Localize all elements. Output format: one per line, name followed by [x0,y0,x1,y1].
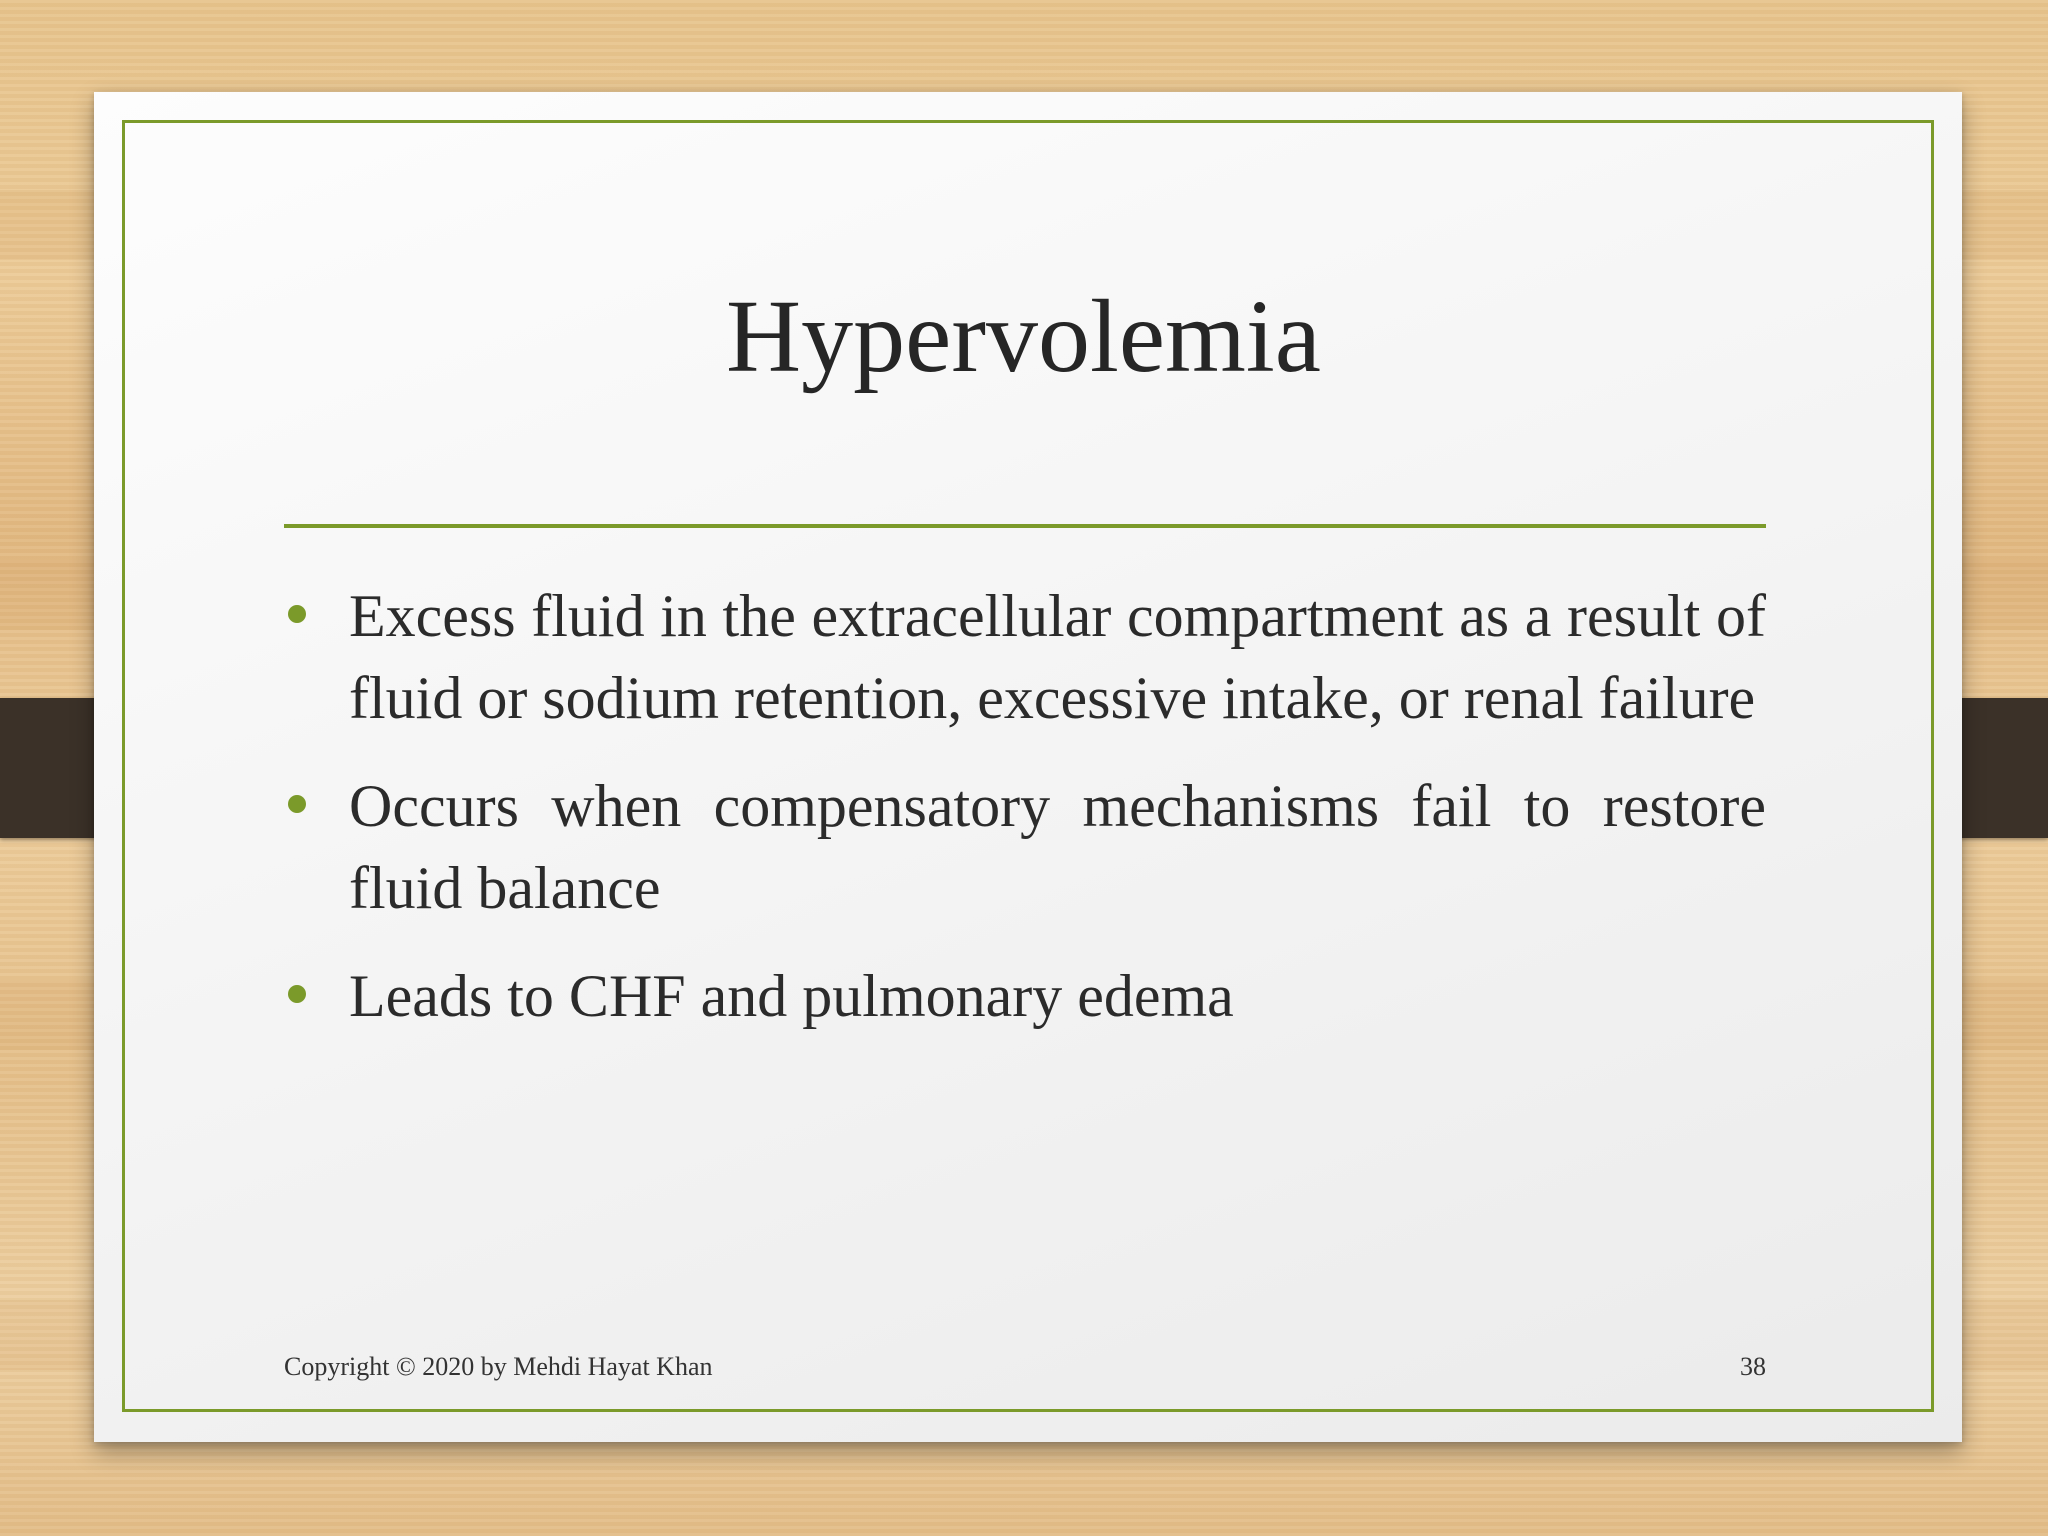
bullet-text: Occurs when compensatory mechanisms fail to restore fluid balance [349,773,1766,921]
bullet-dot-icon [288,985,306,1003]
page-number: 38 [1740,1352,1766,1381]
slide-title: Hypervolemia [726,279,1321,394]
bullet-list [284,575,1766,1063]
bullet-item [284,955,1766,1037]
title-divider [284,524,1766,528]
bullet-text: Excess fluid in the extracellular compartment as a result of fluid or sodium retention, excessive intake, or renal failure [349,583,1766,731]
copyright-footer: Copyright © 2020 by Mehdi Hayat Khan [284,1352,713,1381]
bullet-dot-icon [288,795,306,813]
bullet-dot-icon [288,605,306,623]
bullet-text: Leads to CHF and pulmonary edema [349,963,1234,1029]
bullet-item [284,575,1766,739]
bullet-item [284,765,1766,929]
